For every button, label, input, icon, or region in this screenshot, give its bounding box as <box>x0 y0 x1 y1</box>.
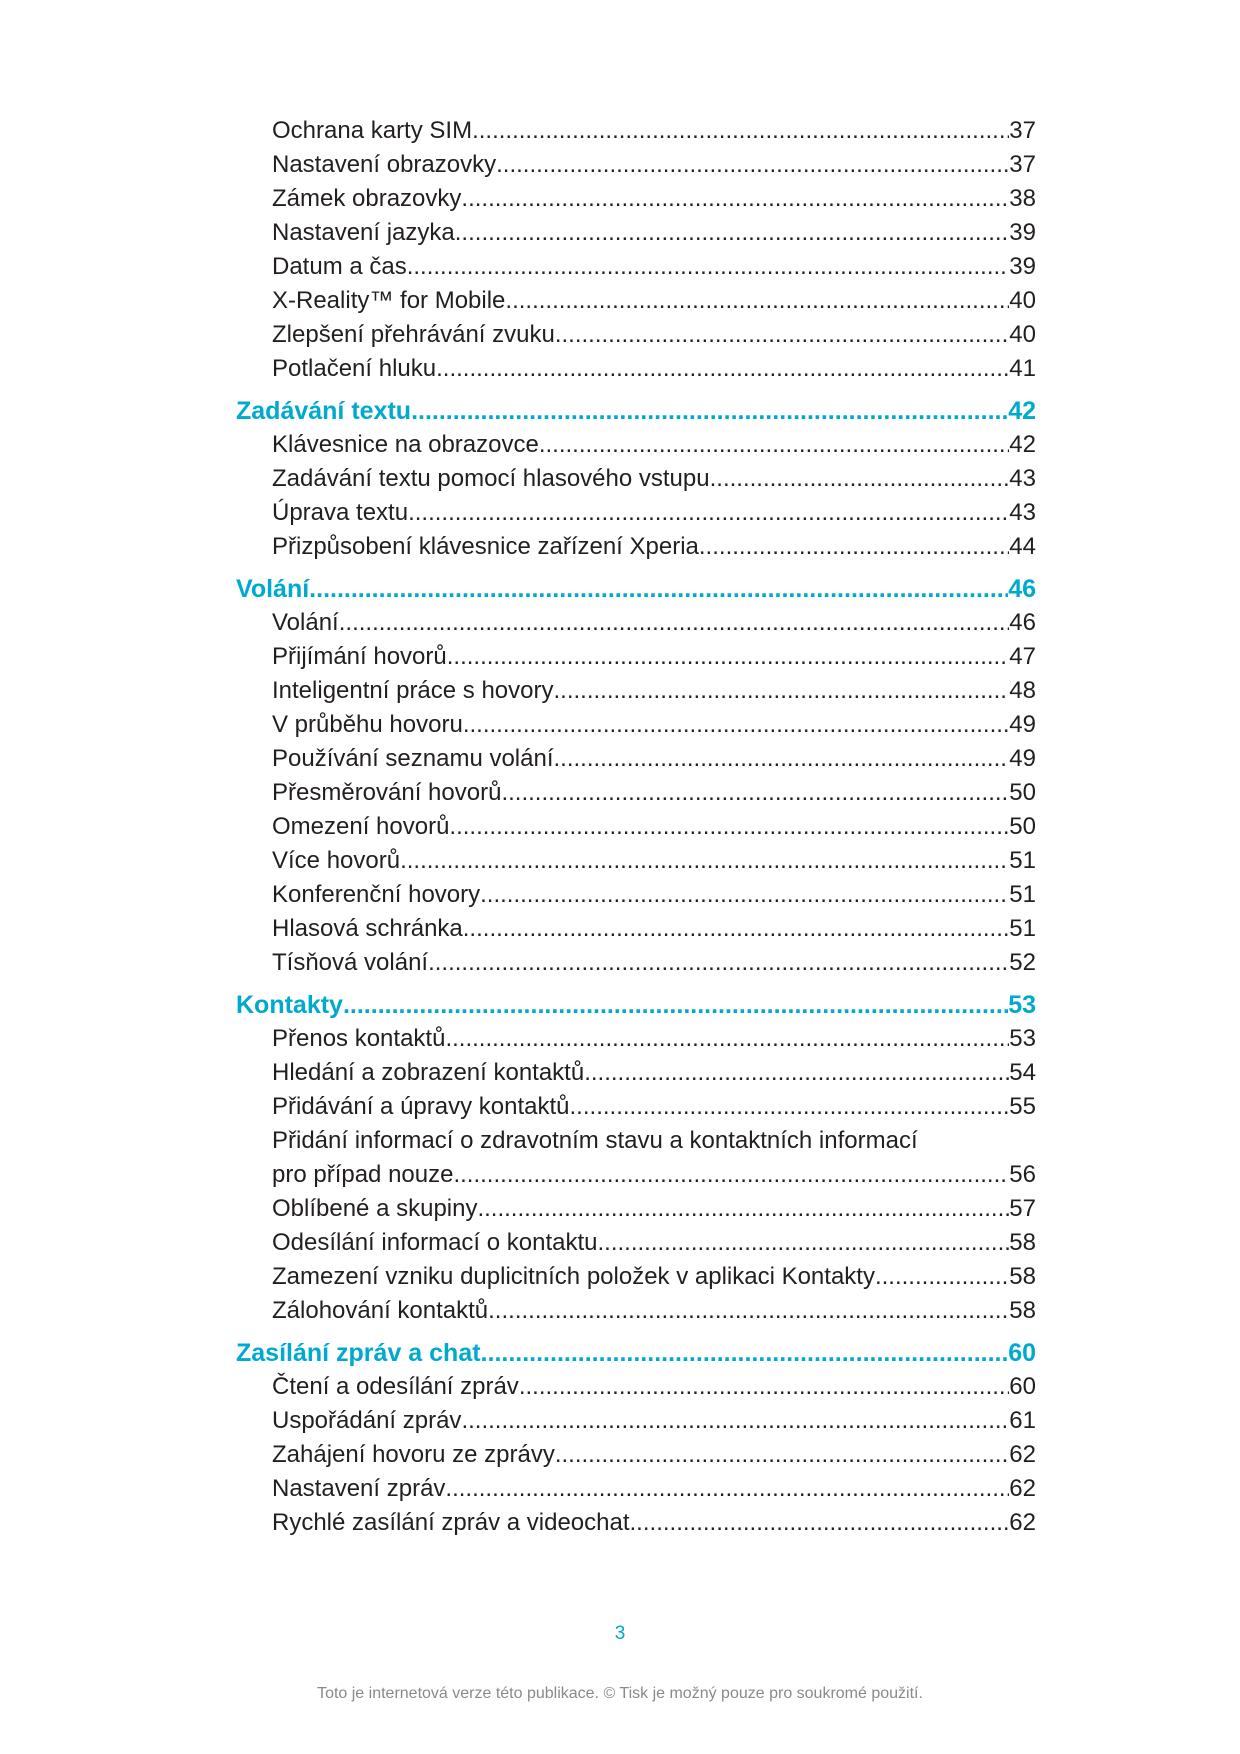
toc-entry-page: 42 <box>1008 397 1036 425</box>
dot-leader <box>407 250 1010 284</box>
toc-entry-page: 62 <box>1009 1441 1036 1468</box>
table-of-contents <box>236 114 1036 1540</box>
dot-leader <box>555 1438 1009 1472</box>
toc-entry-line <box>236 394 1036 428</box>
toc-entry-label: pro případ nouze <box>272 1161 454 1188</box>
dot-leader <box>630 1506 1010 1540</box>
dot-leader <box>428 946 1009 980</box>
toc-section-entry[interactable] <box>236 1336 1036 1370</box>
dot-leader <box>699 530 1009 564</box>
toc-entry[interactable] <box>272 1472 1036 1506</box>
toc-entry[interactable] <box>272 1090 1036 1124</box>
toc-entry-page: 53 <box>1009 1025 1036 1052</box>
toc-entry-page: 53 <box>1008 991 1036 1019</box>
toc-entry-page: 39 <box>1009 219 1036 246</box>
dot-leader <box>554 742 1010 776</box>
toc-entry[interactable] <box>272 352 1036 386</box>
toc-entry-line <box>272 1022 1036 1056</box>
toc-entry-label: Oblíbené a skupiny <box>272 1195 478 1222</box>
toc-entry[interactable] <box>272 1192 1036 1226</box>
toc-entry-line <box>272 878 1036 912</box>
toc-entry-label: V průběhu hovoru <box>272 711 463 738</box>
toc-entry-line <box>272 462 1036 496</box>
toc-entry-label: Nastavení obrazovky <box>272 151 497 178</box>
toc-entry-page: 46 <box>1008 575 1036 603</box>
toc-section-entry[interactable] <box>236 394 1036 428</box>
toc-entry[interactable] <box>272 1404 1036 1438</box>
toc-entry[interactable] <box>272 530 1036 564</box>
dot-leader <box>505 284 1009 318</box>
toc-entry[interactable] <box>272 250 1036 284</box>
toc-entry-label: Klávesnice na obrazovce <box>272 431 539 458</box>
toc-entry-label: Zlepšení přehrávání zvuku <box>272 321 555 348</box>
toc-entry-line <box>272 1158 1036 1192</box>
dot-leader <box>477 1192 1009 1226</box>
toc-entry-page: 38 <box>1009 185 1036 212</box>
toc-entry-label: Přijímání hovorů <box>272 643 447 670</box>
toc-entry-label: Více hovorů <box>272 847 401 874</box>
toc-entry-page: 49 <box>1009 745 1036 772</box>
dot-leader <box>309 572 1008 606</box>
toc-entry-line <box>272 810 1036 844</box>
dot-leader <box>445 1472 1009 1506</box>
toc-entry[interactable] <box>272 496 1036 530</box>
dot-leader <box>400 844 1009 878</box>
toc-entry-label: Odesílání informací o kontaktu <box>272 1229 598 1256</box>
toc-entry-label: Zahájení hovoru ze zprávy <box>272 1441 555 1468</box>
toc-entry-page: 43 <box>1009 499 1036 526</box>
toc-section-entry[interactable] <box>236 572 1036 606</box>
toc-entry-page: 58 <box>1009 1297 1036 1324</box>
toc-entry-page: 41 <box>1009 355 1036 382</box>
toc-entry[interactable] <box>272 1294 1036 1328</box>
dot-leader <box>445 1022 1009 1056</box>
toc-entry-label: Zasílání zpráv a chat <box>236 1339 481 1367</box>
toc-entry-page: 50 <box>1009 779 1036 806</box>
dot-leader <box>555 318 1009 352</box>
dot-leader <box>710 462 1010 496</box>
toc-entry-line <box>272 1294 1036 1328</box>
toc-entry-label: Zámek obrazovky <box>272 185 462 212</box>
dot-leader <box>480 878 1009 912</box>
toc-entry-page: 39 <box>1009 253 1036 280</box>
toc-entry-label: Přidávání a úpravy kontaktů <box>272 1093 570 1120</box>
toc-entry[interactable] <box>272 1124 1036 1192</box>
toc-entry-label: Zadávání textu <box>236 397 412 425</box>
toc-entry-label: Inteligentní práce s hovory <box>272 677 554 704</box>
toc-entry[interactable] <box>272 1226 1036 1260</box>
toc-entry[interactable] <box>272 708 1036 742</box>
dot-leader <box>411 394 1008 428</box>
toc-entry-label: Ochrana karty SIM <box>272 117 473 144</box>
toc-entry-label: Zamezení vzniku duplicitních položek v aplikaci Kontakty <box>272 1263 875 1290</box>
toc-entry-page: 47 <box>1009 643 1036 670</box>
dot-leader <box>539 428 1009 462</box>
toc-entry-page: 51 <box>1009 847 1036 874</box>
toc-entry-line <box>272 1438 1036 1472</box>
dot-leader <box>461 1404 1009 1438</box>
toc-entry-line <box>272 1090 1036 1124</box>
toc-entry[interactable] <box>272 640 1036 674</box>
toc-entry[interactable] <box>272 1506 1036 1540</box>
dot-leader <box>488 1294 1009 1328</box>
toc-entry-label: Přesměrování hovorů <box>272 779 502 806</box>
toc-entry-page: 55 <box>1009 1093 1036 1120</box>
toc-entry-page: 62 <box>1009 1509 1036 1536</box>
toc-entry-line <box>272 674 1036 708</box>
toc-entry-label: Zadávání textu pomocí hlasového vstupu <box>272 465 710 492</box>
toc-entry-line <box>272 1370 1036 1404</box>
toc-entry-line <box>272 318 1036 352</box>
toc-entry-line <box>272 1472 1036 1506</box>
toc-entry-page: 60 <box>1008 1339 1036 1367</box>
toc-entry-label: Rychlé zasílání zpráv a videochat <box>272 1509 630 1536</box>
toc-entry-line <box>272 776 1036 810</box>
toc-entry-line <box>272 182 1036 216</box>
toc-entry-label: Přenos kontaktů <box>272 1025 446 1052</box>
toc-entry[interactable] <box>272 216 1036 250</box>
toc-entry-label-line: Přidání informací o zdravotním stavu a kontaktních informací <box>272 1127 918 1154</box>
toc-entry-line <box>272 946 1036 980</box>
toc-entry[interactable] <box>272 318 1036 352</box>
toc-entry-page: 50 <box>1009 813 1036 840</box>
dot-leader <box>598 1226 1010 1260</box>
toc-entry-line <box>272 1192 1036 1226</box>
dot-leader <box>519 1370 1009 1404</box>
toc-entry-page: 52 <box>1009 949 1036 976</box>
toc-entry-page: 48 <box>1009 677 1036 704</box>
toc-entry-line <box>272 250 1036 284</box>
dot-leader <box>570 1090 1010 1124</box>
toc-entry-line <box>272 912 1036 946</box>
toc-entry-label: Datum a čas <box>272 253 407 280</box>
toc-entry-label: Uspořádání zpráv <box>272 1407 462 1434</box>
toc-entry-label: Nastavení jazyka <box>272 219 455 246</box>
page-number: 3 <box>614 1623 626 1644</box>
toc-entry-line <box>272 114 1036 148</box>
toc-section-entry[interactable] <box>236 988 1036 1022</box>
dot-leader <box>472 114 1009 148</box>
toc-entry-page: 62 <box>1009 1475 1036 1502</box>
toc-entry-label: Hlasová schránka <box>272 915 463 942</box>
toc-entry[interactable] <box>272 946 1036 980</box>
toc-entry-page: 40 <box>1009 287 1036 314</box>
toc-entry-line <box>236 988 1036 1022</box>
dot-leader <box>501 776 1009 810</box>
toc-entry-line <box>272 496 1036 530</box>
toc-entry-label: Přizpůsobení klávesnice zařízení Xperia <box>272 533 699 560</box>
dot-leader <box>343 988 1008 1022</box>
toc-entry-page: 49 <box>1009 711 1036 738</box>
toc-entry-label: Kontakty <box>236 991 343 1019</box>
toc-entry-page: 60 <box>1009 1373 1036 1400</box>
toc-entry-label: X-Reality™ for Mobile <box>272 287 506 314</box>
toc-entry-line <box>272 1260 1036 1294</box>
toc-entry[interactable] <box>272 462 1036 496</box>
toc-entry-line <box>236 1336 1036 1370</box>
toc-entry-line <box>272 606 1036 640</box>
toc-entry-page: 44 <box>1009 533 1036 560</box>
toc-entry[interactable] <box>272 810 1036 844</box>
toc-entry[interactable] <box>272 878 1036 912</box>
toc-entry-line <box>272 428 1036 462</box>
toc-entry-page: 51 <box>1009 881 1036 908</box>
toc-entry-line <box>272 1506 1036 1540</box>
toc-entry-line <box>272 708 1036 742</box>
dot-leader <box>463 708 1009 742</box>
dot-leader <box>496 148 1009 182</box>
toc-entry[interactable] <box>272 1056 1036 1090</box>
toc-entry-line <box>272 148 1036 182</box>
toc-entry-label: Používání seznamu volání <box>272 745 554 772</box>
dot-leader <box>584 1056 1009 1090</box>
toc-entry-label: Konferenční hovory <box>272 881 481 908</box>
toc-entry[interactable] <box>272 742 1036 776</box>
toc-entry[interactable] <box>272 1260 1036 1294</box>
toc-entry-line <box>272 216 1036 250</box>
toc-entry-page: 37 <box>1009 117 1036 144</box>
toc-entry[interactable] <box>272 182 1036 216</box>
dot-leader <box>554 674 1010 708</box>
toc-entry[interactable] <box>272 606 1036 640</box>
toc-entry-line <box>236 572 1036 606</box>
toc-entry[interactable] <box>272 674 1036 708</box>
toc-entry-line <box>272 742 1036 776</box>
toc-entry-label: Zálohování kontaktů <box>272 1297 489 1324</box>
toc-entry-label: Hledání a zobrazení kontaktů <box>272 1059 585 1086</box>
toc-entry-page: 42 <box>1009 431 1036 458</box>
toc-entry-label: Čtení a odesílání zpráv <box>272 1373 519 1400</box>
toc-entry[interactable] <box>272 428 1036 462</box>
toc-entry-label: Tísňová volání <box>272 949 429 976</box>
toc-entry-line <box>272 640 1036 674</box>
toc-entry[interactable] <box>272 1022 1036 1056</box>
toc-entry-page: 58 <box>1009 1229 1036 1256</box>
toc-entry-label: Potlačení hluku <box>272 355 437 382</box>
dot-leader <box>481 1336 1009 1370</box>
toc-entry[interactable] <box>272 1370 1036 1404</box>
dot-leader <box>339 606 1010 640</box>
toc-entry[interactable] <box>272 114 1036 148</box>
toc-entry-line <box>272 284 1036 318</box>
toc-entry-page: 40 <box>1009 321 1036 348</box>
toc-entry-page: 58 <box>1009 1263 1036 1290</box>
toc-entry[interactable] <box>272 1438 1036 1472</box>
toc-entry-page: 37 <box>1009 151 1036 178</box>
toc-entry-line <box>272 352 1036 386</box>
toc-entry[interactable] <box>272 284 1036 318</box>
toc-entry-line <box>272 1056 1036 1090</box>
toc-entry[interactable] <box>272 912 1036 946</box>
dot-leader <box>447 640 1010 674</box>
dot-leader <box>455 216 1010 250</box>
dot-leader <box>408 496 1009 530</box>
toc-entry-label: Volání <box>236 575 310 603</box>
toc-entry-page: 46 <box>1009 609 1036 636</box>
toc-entry[interactable] <box>272 148 1036 182</box>
dot-leader <box>463 912 1010 946</box>
toc-entry-page: 61 <box>1009 1407 1036 1434</box>
toc-entry-page: 57 <box>1009 1195 1036 1222</box>
toc-entry[interactable] <box>272 776 1036 810</box>
dot-leader <box>453 1158 1009 1192</box>
toc-entry[interactable] <box>272 844 1036 878</box>
toc-entry-line <box>272 1226 1036 1260</box>
toc-entry-page: 51 <box>1009 915 1036 942</box>
dot-leader <box>875 1260 1009 1294</box>
dot-leader <box>449 810 1009 844</box>
toc-entry-label: Omezení hovorů <box>272 813 450 840</box>
toc-entry-line <box>272 1404 1036 1438</box>
toc-entry-label: Úprava textu <box>272 499 409 526</box>
toc-entry-page: 43 <box>1009 465 1036 492</box>
toc-entry-label: Volání <box>272 609 339 636</box>
footer-note: Toto je internetová verze této publikace. © Tisk je možný pouze pro soukromé použití. <box>317 1685 923 1702</box>
dot-leader <box>436 352 1009 386</box>
toc-entry-line <box>272 844 1036 878</box>
dot-leader <box>461 182 1009 216</box>
toc-entry-page: 54 <box>1009 1059 1036 1086</box>
toc-entry-label: Nastavení zpráv <box>272 1475 446 1502</box>
toc-entry-line <box>272 530 1036 564</box>
toc-entry-page: 56 <box>1009 1161 1036 1188</box>
